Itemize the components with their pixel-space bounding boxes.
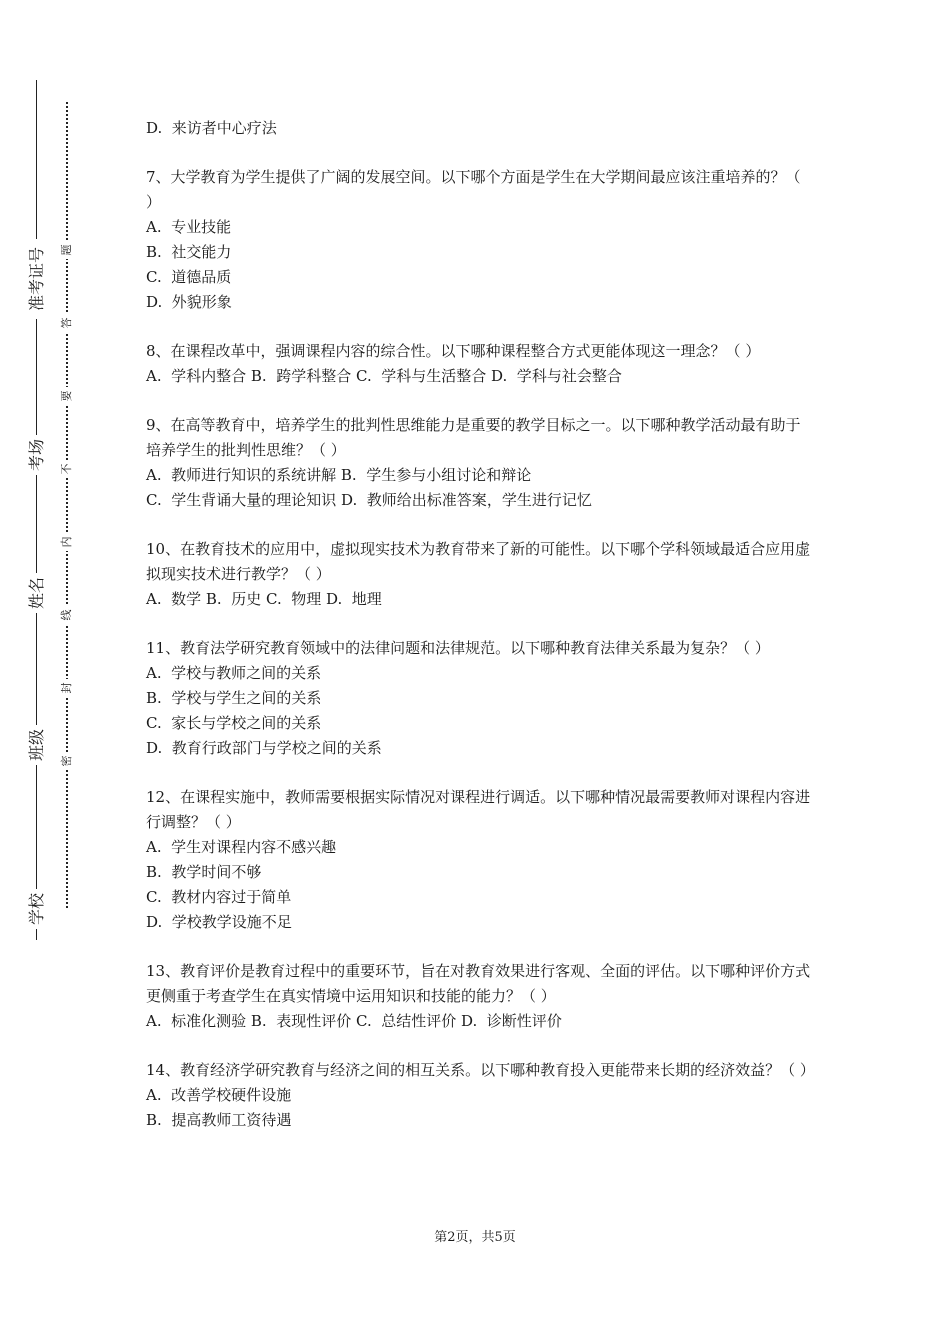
question-8 [146,339,812,389]
option-line: C. 教材内容过于简单 [146,888,292,906]
seal-char: 线 [58,606,76,624]
question-7 [146,165,812,315]
question-stem: 11、教育法学研究教育领域中的法律问题和法律规范。以下哪种教育法律关系最为复杂？（ ） [146,639,770,657]
binding-solid-line [36,80,37,940]
field-class-label: 班级 [24,725,50,765]
field-exam-room-label: 考场 [24,435,50,475]
option-line: A. 改善学校硬件设施 [146,1086,292,1104]
option-line: D. 外貌形象 [146,293,232,311]
option-line: D. 来访者中心疗法 [146,119,277,137]
question-12 [146,785,812,935]
option-line: A. 学校与教师之间的关系 [146,664,322,682]
option-line: B. 教学时间不够 [146,863,262,881]
question-11 [146,636,812,761]
option-line: B. 社交能力 [146,243,232,261]
seal-char: 题 [58,241,76,259]
seal-char: 封 [58,679,76,697]
question-stem: 14、教育经济学研究教育与经济之间的相互关系。以下哪种教育投入更能带来长期的经济效益？（ ） [146,1061,815,1079]
question-9 [146,413,812,513]
seal-char: 内 [58,533,76,551]
seal-char: 不 [58,460,76,478]
option-line: B. 学校与学生之间的关系 [146,689,322,707]
option-line: C. 家长与学校之间的关系 [146,714,322,732]
seal-char: 答 [58,314,76,332]
question-10 [146,537,812,612]
field-exam-number-label: 准考证号 [24,239,50,319]
question-stem: 12、在课程实施中，教师需要根据实际情况对课程进行调适。以下哪种情况最需要教师对课程内容进行调整？（ ） [146,788,811,831]
question-stem: 13、教育评价是教育过程中的重要环节，旨在对教育效果进行客观、全面的评估。以下哪种评价方式更侧重于考查学生在真实情境中运用知识和技能的能力？（ ） [146,962,811,1005]
binding-dotted-line [66,102,68,908]
question-13 [146,959,812,1034]
option-line: A. 学生对课程内容不感兴趣 [146,838,337,856]
question-stem: 10、在教育技术的应用中，虚拟现实技术为教育带来了新的可能性。以下哪个学科领域最适合应用虚拟现实技术进行教学？（ ） [146,540,811,583]
field-name-label: 姓名 [24,573,50,613]
question-stem: 9、在高等教育中，培养学生的批判性思维能力是重要的教学目标之一。以下哪种教学活动最有助于培养学生的批判性思维？（ ） [146,416,801,459]
seal-char: 密 [58,752,76,770]
option-line: A. 数学 B. 历史 C. 物理 D. 地理 [146,590,382,608]
binding-margin [18,80,78,940]
question-stem: 8、在课程改革中，强调课程内容的综合性。以下哪种课程整合方式更能体现这一理念？（ ） [146,342,761,360]
question-6-tail [146,116,812,141]
option-line: A. 专业技能 [146,218,232,236]
option-line: A. 学科内整合 B. 跨学科整合 C. 学科与生活整合 D. 学科与社会整合 [146,367,622,385]
page-number-footer: 第2页，共5页 [434,1230,516,1245]
option-line: A. 教师进行知识的系统讲解 B. 学生参与小组讨论和辩论 [146,466,532,484]
option-line: B. 提高教师工资待遇 [146,1111,292,1129]
field-school-label: 学校 [24,889,50,929]
option-line: A. 标准化测验 B. 表现性评价 C. 总结性评价 D. 诊断性评价 [146,1012,562,1030]
option-line: C. 道德品质 [146,268,232,286]
option-line: D. 学校教学设施不足 [146,913,292,931]
question-14 [146,1058,815,1133]
seal-char: 要 [58,387,76,405]
option-line: D. 教育行政部门与学校之间的关系 [146,739,382,757]
option-line: C. 学生背诵大量的理论知识 D. 教师给出标准答案，学生进行记忆 [146,491,592,509]
question-stem: 7、大学教育为学生提供了广阔的发展空间。以下哪个方面是学生在大学期间最应该注重培养的？（ ） [146,168,801,211]
question-list [146,116,815,1157]
